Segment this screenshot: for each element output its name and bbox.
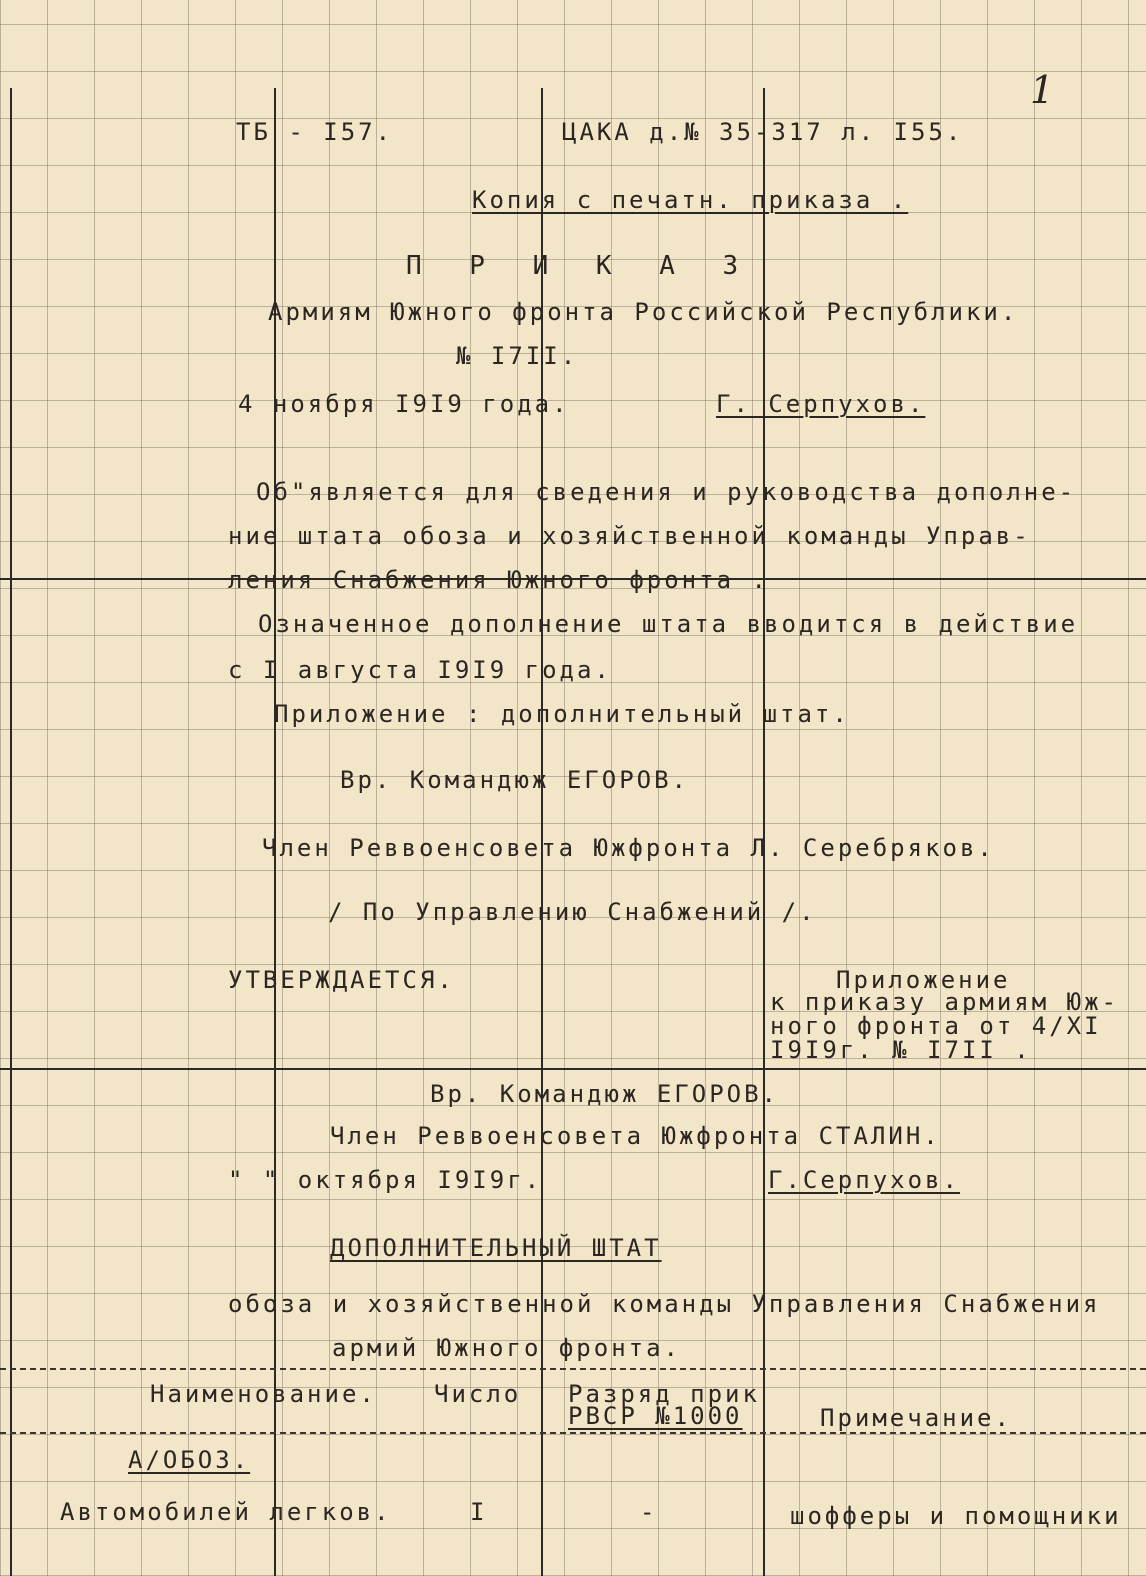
section-heading: А/ОБОЗ. [128,1446,251,1474]
col-header-note: Примечание. [820,1404,1012,1432]
col-header-grade-order: РВСР №1000 [568,1402,743,1430]
approval-member: Член Реввоенсовета Южфронта СТАЛИН. [330,1122,941,1150]
order-title: П Р И К А З [406,251,755,281]
order-place: Г. Серпухов. [716,390,926,418]
appendix-line: I9I9г. № I7II . [770,1036,1032,1064]
body-line: ние штата обоза и хозяйственной команды Управ- [228,522,1031,550]
appendix-line: к приказу армиям Юж- [770,988,1119,1016]
copy-note: Копия с печатн. приказа . [472,186,909,214]
body-line: Означенное дополнение штата вводится в действие [258,610,1079,638]
order-date: 4 ноября I9I9 года. [238,390,570,418]
table-cell-name: Автомобилей легков. [60,1498,392,1526]
staff-subtitle: армий Южного фронта. [332,1334,681,1362]
col-header-grade: Разряд прик [568,1380,760,1408]
table-cell-grade: - [640,1498,658,1526]
col-header-count: Число [434,1380,522,1408]
approval-date: " " октября I9I9г. [228,1166,543,1194]
approval-place: Г.Серпухов. [768,1166,960,1194]
body-line: с I августа I9I9 года. [228,656,612,684]
body-line: Приложение : дополнительный штат. [274,700,850,728]
body-line: ления Снабжения Южного фронта . [228,566,769,594]
table-cell-note: шофферы и помощники [790,1502,1122,1530]
member-signature: Член Реввоенсовета Южфронта Л. Серебряков. [262,834,995,862]
archive-ref-left: ТБ - I57. [236,118,394,146]
approved-stamp-text: УТВЕРЖДАЕТСЯ. [228,966,455,994]
commander-signature: Вр. Командюж ЕГОРОВ. [340,766,689,794]
table-rule-top [0,1368,1146,1370]
table-cell-count: I [470,1498,488,1526]
staff-subtitle: обоза и хозяйственной команды Управления Снабжения [228,1290,1101,1318]
archive-ref-right: ЦАКА д.№ 35-317 л. I55. [562,118,964,146]
col-header-name: Наименование. [150,1380,377,1408]
fold-line-h2 [0,1068,1146,1070]
by-supply-note: / По Управлению Снабжений /. [328,898,817,926]
order-addressee: Армиям Южного фронта Российской Республики. [268,298,1019,326]
page-number: 1 [1030,68,1055,112]
fold-line-left [10,88,12,1576]
appendix-line: Приложение [836,966,1011,994]
appendix-line: ного фронта от 4/XI [770,1012,1102,1040]
staff-title: ДОПОЛНИТЕЛЬНЫЙ ШТАТ [330,1234,662,1262]
body-line: Об"является для сведения и руководства дополне- [256,478,1077,506]
table-rule-mid [0,1432,1146,1434]
order-number: № I7II. [456,342,579,370]
approval-commander: Вр. Командюж ЕГОРОВ. [430,1080,779,1108]
